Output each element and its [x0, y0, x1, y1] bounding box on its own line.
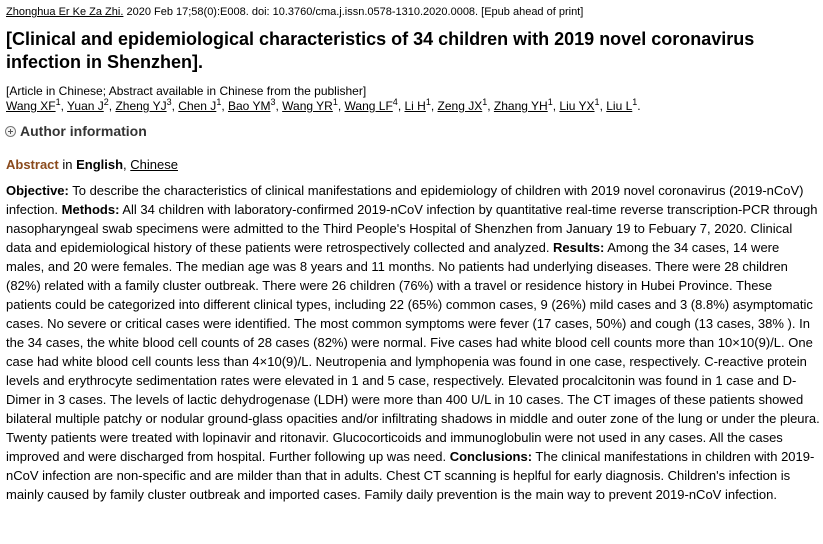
citation-details: 2020 Feb 17;58(0):E008. doi: 10.3760/cma.j.issn.0578-1310.2020.0008. [Epub ahead of print] [123, 6, 584, 18]
author-entry: Wang $YR^1$, [282, 97, 345, 113]
abstract-section-text: Among the 34 cases, 14 were males, and 20 were females. The median age was 8 years and 11 months. No patients had underlying diseases. There were 28 children (82%) related with a family cluster outbreak. There were 26 children (76%) with a travel or residence history in Hubei Province. These patients could be categorized into different clinical types, including 22 (65%) common cases, 9 (26%) mild cases and 3 (8.8%) asymptomatic cases. No severe or critical cases were identified. The most common symptoms were fever (17 cases, 50%) and cough (13 cases, 38% ). In the 34 cases, the white blood cell counts of 28 cases (82%) were normal. Five cases had white blood cell counts more than 10×10(9)/L. One case had white blood cell counts less than 4×10(9)/L. Neutropenia and lymphopenia was found in one case, respectively. C-reactive protein levels and erythrocyte sedimentation rates were elevated in 1 and 5 case, respectively. Elevated procalcitonin was found in 1 case and D-Dimer in 3 cases. The levels of lactic dehydrogenase (LDH) were more than 400 U/L in 10 cases. The CT images of these patients showed bilateral multiple patchy or nodular ground-glass opacities and/or infiltrating shadows in middle and outer zone of the lung or under the pleura. Twenty patients were treated with lopinavir and ritonavir. Glucocorticoids and immunoglobulin were not used in any cases. All the cases improved and were discharged from hospital. Further following up was need. [6, 240, 820, 464]
expand-plus-icon[interactable] [5, 126, 16, 137]
author-affiliation: 1 [55, 97, 61, 107]
author-entry: Wang $XF^1$, [6, 97, 68, 113]
journal-link[interactable]: Zhonghua Er Ke Za Zhi. [6, 6, 124, 18]
author-link[interactable]: Zeng JX [437, 99, 483, 113]
author-link[interactable]: Liu L [606, 99, 633, 113]
author-link[interactable]: Chen J [178, 99, 217, 113]
author-information-toggle[interactable] [5, 123, 147, 139]
author-link[interactable]: Bao YM [228, 99, 271, 113]
author-list [6, 98, 641, 114]
author-entry: Zhang $YH^1$, [493, 97, 560, 113]
abstract-language-current: English [76, 157, 124, 172]
author-affiliation: 4 [392, 97, 398, 107]
abstract-section-label: Methods: [61, 202, 120, 217]
author-link[interactable]: Zheng YJ [115, 99, 167, 113]
author-entry: Zheng $YJ^3$, [115, 97, 179, 113]
author-affiliation: 1 [632, 97, 638, 107]
author-link[interactable]: Wang XF [6, 99, 56, 113]
abstract-text [6, 181, 820, 504]
author-entry: Liu $YX^1$, [559, 97, 607, 113]
author-link[interactable]: Liu YX [559, 99, 595, 113]
abstract-section-text: All 34 children with laboratory-confirmed 2019-nCoV infection by quantitative real-time reverse transcription-PCR through nasopharyngeal swab specimens were admitted to the Third People's Hospital of Shenzhen from January 19 to Febuary 7, 2020. Clinical data and epidemiological history of these patients were retrospectively collected and analyzed. [6, 202, 818, 255]
abstract-section-text: To describe the characteristics of clinical manifestations and epidemiology of children with 2019 novel coronavirus (2019-nCoV) infection. [6, 183, 804, 217]
author-affiliation: 2 [103, 97, 109, 107]
author-information-label: Author information [20, 123, 147, 139]
abstract-label: Abstract [6, 157, 59, 172]
author-link[interactable]: Yuan J [67, 99, 104, 113]
abstract-language-chinese-link[interactable]: Chinese [130, 157, 178, 172]
author-entry: Zeng $JX^1$, [437, 97, 494, 113]
abstract-section-text: The clinical manifestations in children with 2019-nCoV infection are non-specific and are milder than that in adults. Chest CT scanning is heplful for early diagnosis. Children's infection is mainly caused by family cluster outbreak and imported cases. Family daily prevention is the main way to prevent 2019-nCoV infection. [6, 449, 815, 502]
author-affiliation: 3 [166, 97, 172, 107]
abstract-language-separator: , [123, 157, 131, 172]
author-link[interactable]: Zhang YH [493, 99, 548, 113]
abstract-in-text: in [58, 157, 77, 172]
abstract-section-label: Conclusions: [449, 449, 533, 464]
author-entry: Bao $YM^3$, [228, 97, 283, 113]
citation-line [6, 5, 583, 19]
abstract-section-label: Results: [553, 240, 605, 255]
author-entry: Yuan $J^2$, [67, 97, 116, 113]
author-link[interactable]: Wang YR [282, 99, 333, 113]
author-entry: Chen $J^1$, [178, 97, 228, 113]
author-entry: Li $H^1$, [404, 97, 438, 113]
author-affiliation: 1 [425, 97, 431, 107]
author-affiliation: 1 [594, 97, 600, 107]
abstract-section-label: Objective: [6, 183, 69, 198]
author-affiliation: 1 [332, 97, 338, 107]
author-entry: Wang $LF^4$, [344, 97, 405, 113]
author-affiliation: 1 [547, 97, 553, 107]
abstract-header [6, 157, 178, 173]
author-link[interactable]: Li H [404, 99, 426, 113]
author-affiliation: 3 [270, 97, 276, 107]
author-affiliation: 1 [216, 97, 222, 107]
article-title: [Clinical and epidemiological characteristics of 34 children with 2019 novel coronavirus infection in Shenzhen]. [6, 29, 755, 72]
article-language-note: [Article in Chinese; Abstract available in Chinese from the publisher] [6, 84, 367, 98]
author-affiliation: 1 [482, 97, 488, 107]
author-link[interactable]: Wang LF [344, 99, 393, 113]
author-entry: Liu $L^1$. [606, 97, 641, 113]
